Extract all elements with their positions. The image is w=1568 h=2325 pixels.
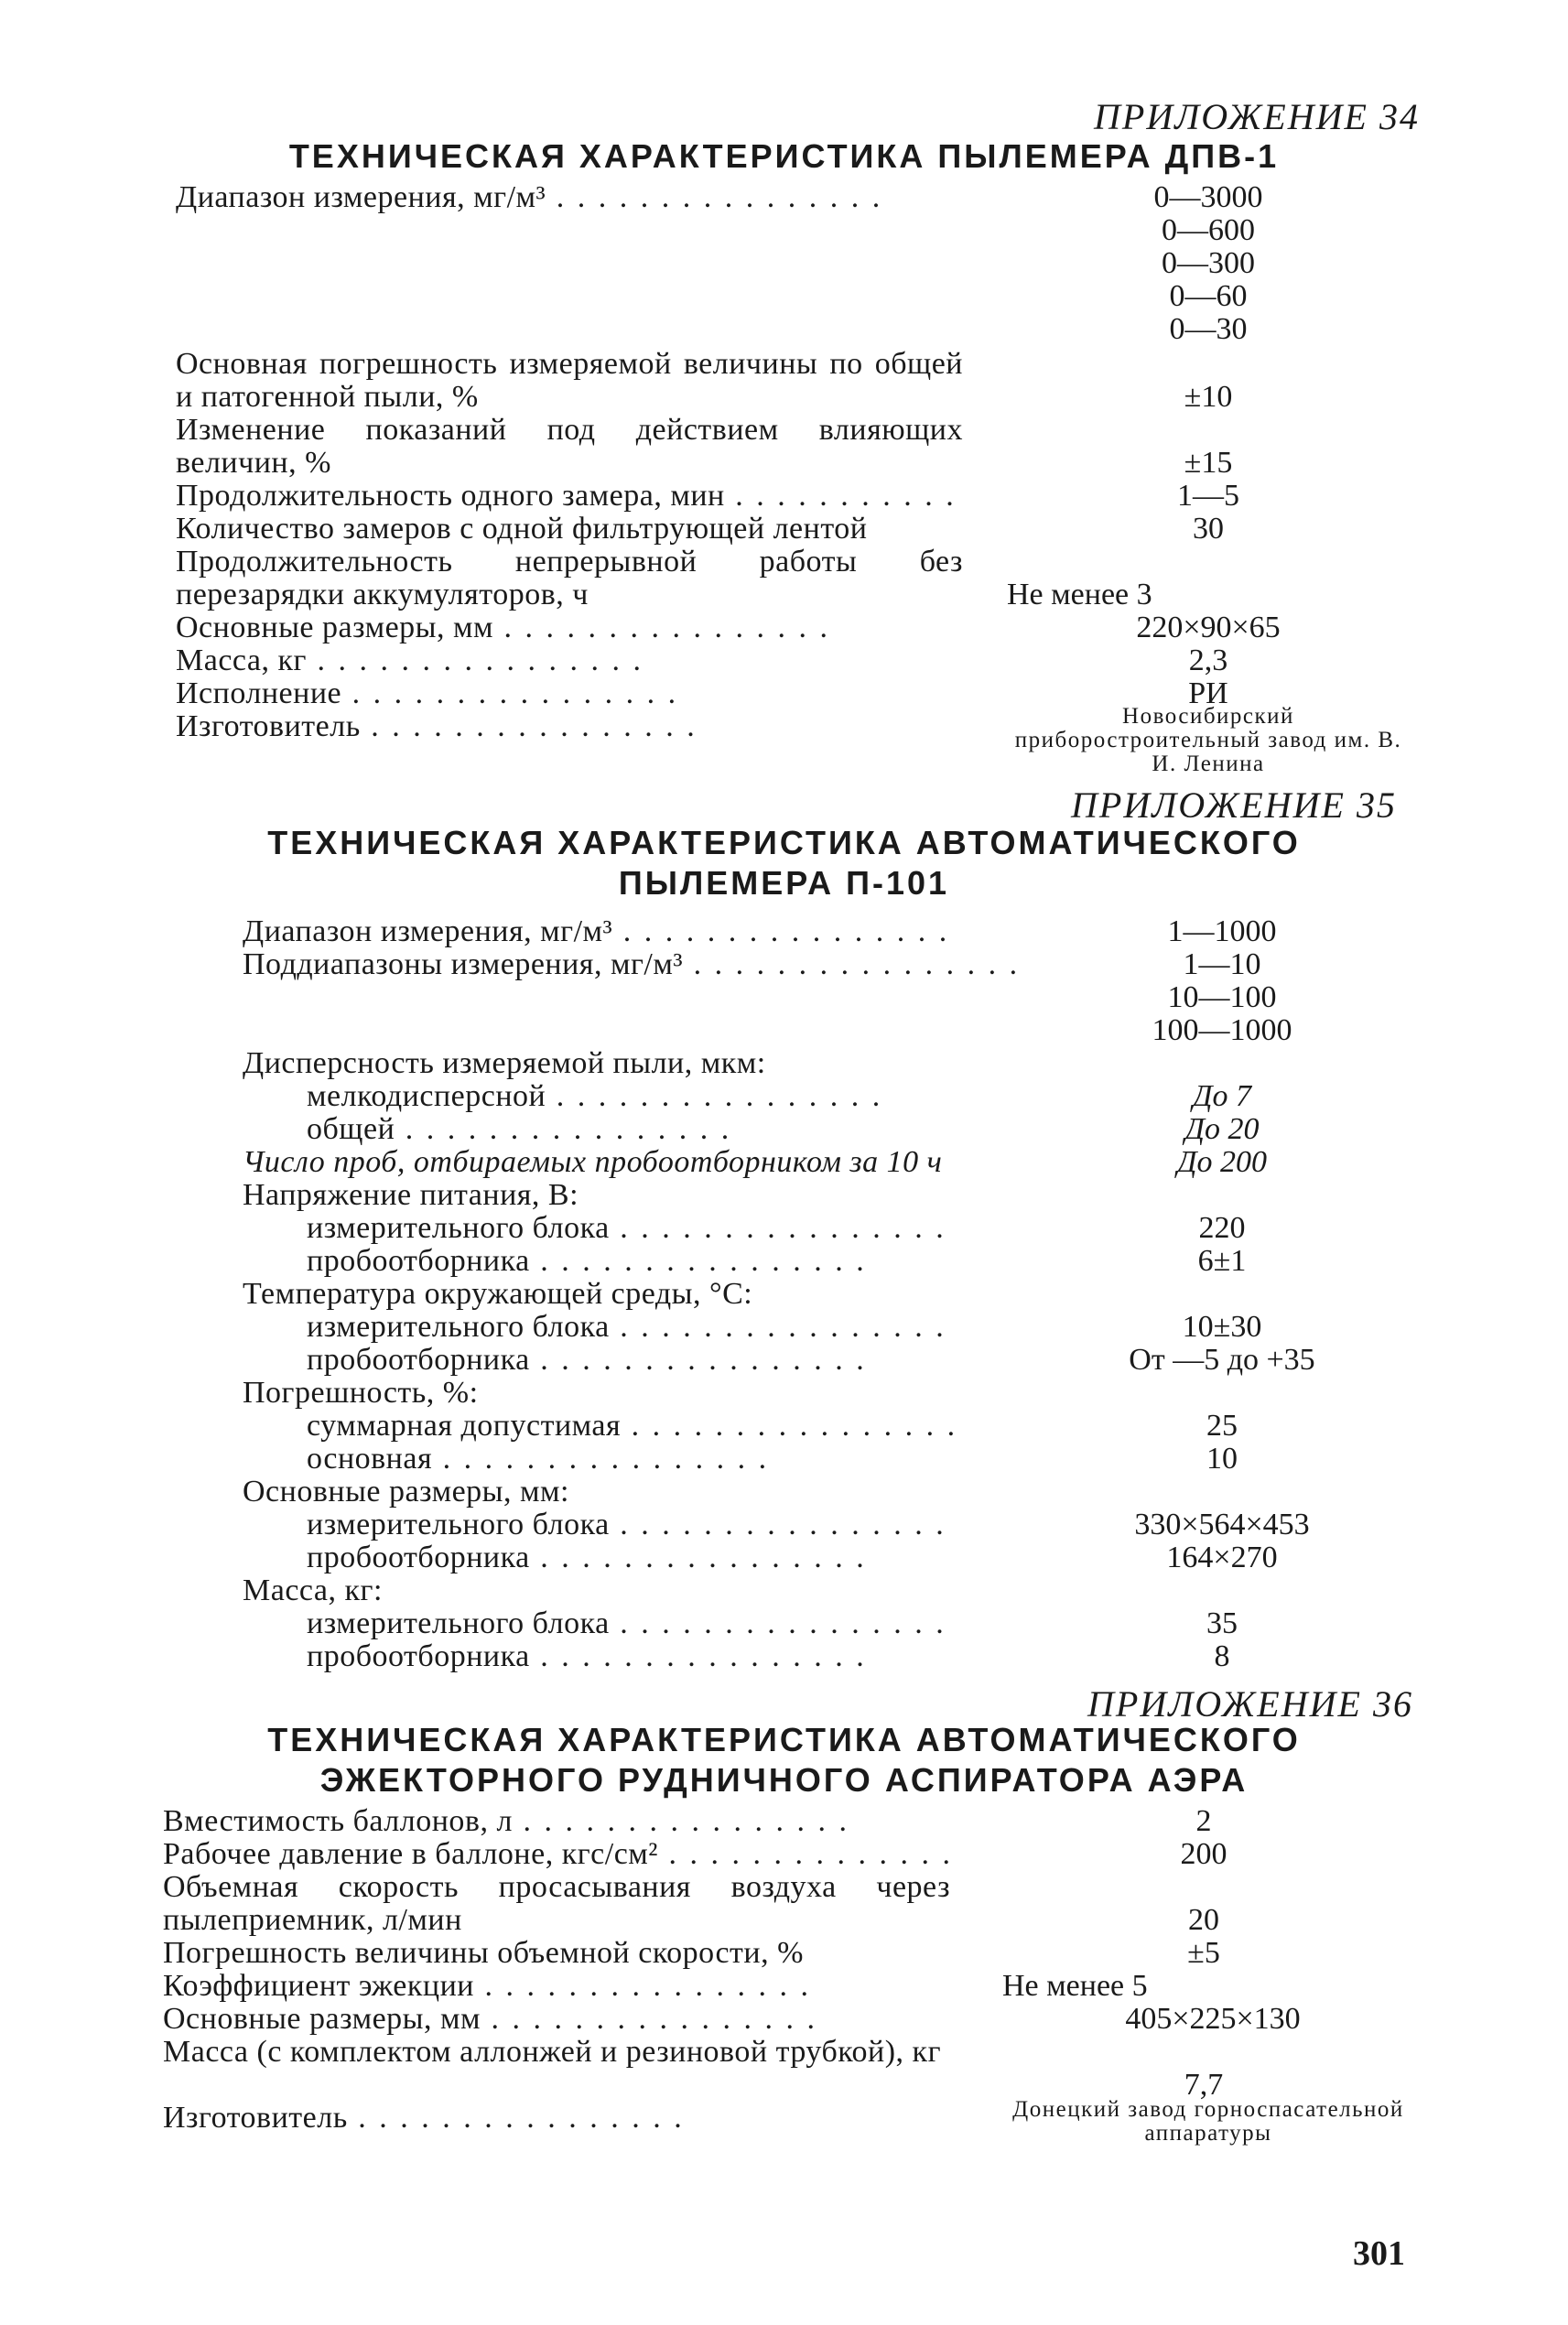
s2-value-error-total: 25 (1206, 1409, 1238, 1443)
s2-label-mass-sampler: пробоотборника . . (307, 1640, 1030, 1673)
s3-value-pressure: 200 (1180, 1837, 1227, 1871)
s2-label-range: Диапазон измерения, мг/м³ . . (243, 915, 1030, 948)
s3-label-ejection: Коэффициент эжекции . . (163, 1970, 950, 2003)
s2-label-voltage: Напряжение питания, В: (243, 1178, 579, 1212)
s2-value-samples: До 200 (1176, 1145, 1268, 1179)
s2-label-dispersity: Дисперсность измеряемой пыли, мкм: (243, 1046, 766, 1080)
s2-label-error: Погрешность, %: (243, 1376, 479, 1410)
s3-label-mass: Масса (с комплектом аллонжей и резиновой трубкой), кг (163, 2035, 942, 2069)
s2-label-temp-block: измерительного блока . . (307, 1311, 1030, 1344)
s2-value-mass-block: 35 (1206, 1606, 1238, 1640)
s2-value-voltage-block: 220 (1198, 1211, 1246, 1245)
s3-value-mass: 7,7 (1184, 2068, 1224, 2102)
s1-value-influence: ±15 (1184, 446, 1233, 480)
s2-label-dim-sampler: пробоотборника . . (307, 1541, 1030, 1574)
s2-label-mass: Масса, кг: (243, 1573, 383, 1607)
s2-label-error-base: основная . . (307, 1443, 1030, 1476)
s3-value-flow-error: ±5 (1187, 1936, 1220, 1970)
s3-label-manufacturer: Изготовитель . . (163, 2102, 950, 2135)
s1-value-range-5: 0—30 (1169, 312, 1248, 346)
s1-label-influence: Изменение показаний под действием влияющих величин, % (176, 413, 963, 480)
s2-value-subrange-2: 10—100 (1167, 980, 1277, 1014)
s2-label-fine: мелкодисперсной . . (307, 1080, 1030, 1113)
s2-value-mass-sampler: 8 (1214, 1639, 1230, 1673)
s3-label-pressure: Рабочее давление в баллоне, кгс/см² . . (163, 1838, 950, 1871)
s2-label-voltage-block: измерительного блока . . (307, 1212, 1030, 1245)
section-2-title-line-1: ТЕХНИЧЕСКАЯ ХАРАКТЕРИСТИКА АВТОМАТИЧЕСКОГО (267, 824, 1301, 861)
s1-value-base-error: ±10 (1184, 380, 1233, 414)
s1-value-mass: 2,3 (1188, 643, 1228, 677)
s2-label-dimensions: Основные размеры, мм: (243, 1475, 569, 1509)
s1-label-mass: Масса, кг . . (176, 644, 963, 677)
s2-label-dim-block: измерительного блока . . (307, 1509, 1030, 1541)
s2-value-range: 1—1000 (1167, 914, 1277, 948)
s1-label-manufacturer: Изготовитель . . (176, 710, 963, 743)
section-3-title-line-1: ТЕХНИЧЕСКАЯ ХАРАКТЕРИСТИКА АВТОМАТИЧЕСКОГО (267, 1721, 1301, 1758)
page-number: 301 (1353, 2234, 1405, 2273)
s1-value-measurements: 30 (1193, 512, 1224, 546)
s1-value-dimensions: 220×90×65 (1136, 611, 1281, 644)
s2-label-total: общей . . (307, 1113, 1030, 1146)
s2-value-dim-block: 330×564×453 (1134, 1508, 1310, 1541)
s1-label-continuous: Продолжительность непрерывной работы без перезарядки аккумуляторов, ч (176, 545, 963, 611)
s2-label-error-total: суммарная допустимая . . (307, 1410, 1030, 1443)
s3-value-flow: 20 (1188, 1903, 1219, 1937)
s3-label-flow: Объемная скорость просасывания воздуха через пылеприемник, л/мин (163, 1870, 950, 1937)
appendix-35-heading: ПРИЛОЖЕНИЕ 35 (1071, 784, 1397, 826)
s2-value-voltage-sampler: 6±1 (1197, 1244, 1247, 1278)
s1-label-execution: Исполнение . . (176, 677, 963, 710)
s1-value-range-2: 0—600 (1162, 213, 1255, 247)
s2-label-temp-sampler: пробоотборника . . (307, 1344, 1030, 1377)
s3-label-volume: Вместимость баллонов, л . . (163, 1805, 950, 1838)
section-2-title-line-2: ПЫЛЕМЕРА П-101 (618, 864, 950, 902)
s2-value-temp-block: 10±30 (1182, 1310, 1262, 1344)
s2-label-samples: Число проб, отбираемых пробоотборником за 10 ч (243, 1145, 943, 1179)
s1-label-range: Диапазон измерения, мг/м³ . . (176, 181, 963, 214)
s3-value-ejection: Не менее 5 (1002, 1969, 1148, 2003)
s1-value-range-1: 0—3000 (1153, 180, 1263, 214)
s1-label-duration: Продолжительность одного замера, мин . . (176, 480, 963, 513)
s1-value-range-4: 0—60 (1169, 279, 1248, 313)
s3-value-dimensions: 405×225×130 (1125, 2002, 1301, 2036)
s2-value-subrange-1: 1—10 (1183, 947, 1261, 981)
s2-value-temp-sampler: От —5 до +35 (1129, 1343, 1315, 1377)
s3-label-flow-error: Погрешность величины объемной скорости, % (163, 1936, 804, 1970)
s2-value-error-base: 10 (1206, 1442, 1238, 1476)
s2-label-mass-block: измерительного блока . . (307, 1607, 1030, 1640)
s1-value-range-3: 0—300 (1162, 246, 1255, 280)
s1-label-base-error: Основная погрешность измеряемой величины по общей и патогенной пыли, % (176, 347, 963, 414)
appendix-34-heading: ПРИЛОЖЕНИЕ 34 (1094, 96, 1420, 137)
s2-value-subrange-3: 100—1000 (1152, 1013, 1292, 1047)
s1-label-measurements: Количество замеров с одной фильтрующей лентой (176, 512, 868, 546)
s1-label-dimensions: Основные размеры, мм . . (176, 611, 963, 644)
s1-value-manufacturer: Новосибирский приборостроительный завод им. В. И. Ленина (1014, 704, 1402, 776)
s3-value-volume: 2 (1195, 1804, 1212, 1838)
s2-label-temperature: Температура окружающей среды, °С: (243, 1277, 753, 1311)
s2-label-voltage-sampler: пробоотборника . . (307, 1245, 1030, 1278)
s2-value-dim-sampler: 164×270 (1166, 1541, 1278, 1574)
section-1-title: ТЕХНИЧЕСКАЯ ХАРАКТЕРИСТИКА ПЫЛЕМЕРА ДПВ-1 (288, 137, 1280, 175)
s2-label-subranges: Поддиапазоны измерения, мг/м³ . . (243, 948, 1030, 981)
s1-value-continuous: Не менее 3 (1007, 578, 1152, 611)
s3-value-manufacturer: Донецкий завод горноспасательной аппаратуры (1012, 2097, 1404, 2146)
s3-label-dimensions: Основные размеры, мм . . (163, 2003, 950, 2036)
s2-value-fine: До 7 (1192, 1079, 1252, 1113)
s1-value-duration: 1—5 (1177, 479, 1239, 513)
s2-value-total: До 20 (1184, 1112, 1260, 1146)
appendix-36-heading: ПРИЛОЖЕНИЕ 36 (1087, 1683, 1413, 1725)
s1-value-execution: РИ (1188, 676, 1228, 710)
section-3-title-line-2: ЭЖЕКТОРНОГО РУДНИЧНОГО АСПИРАТОРА АЭРА (319, 1761, 1249, 1799)
